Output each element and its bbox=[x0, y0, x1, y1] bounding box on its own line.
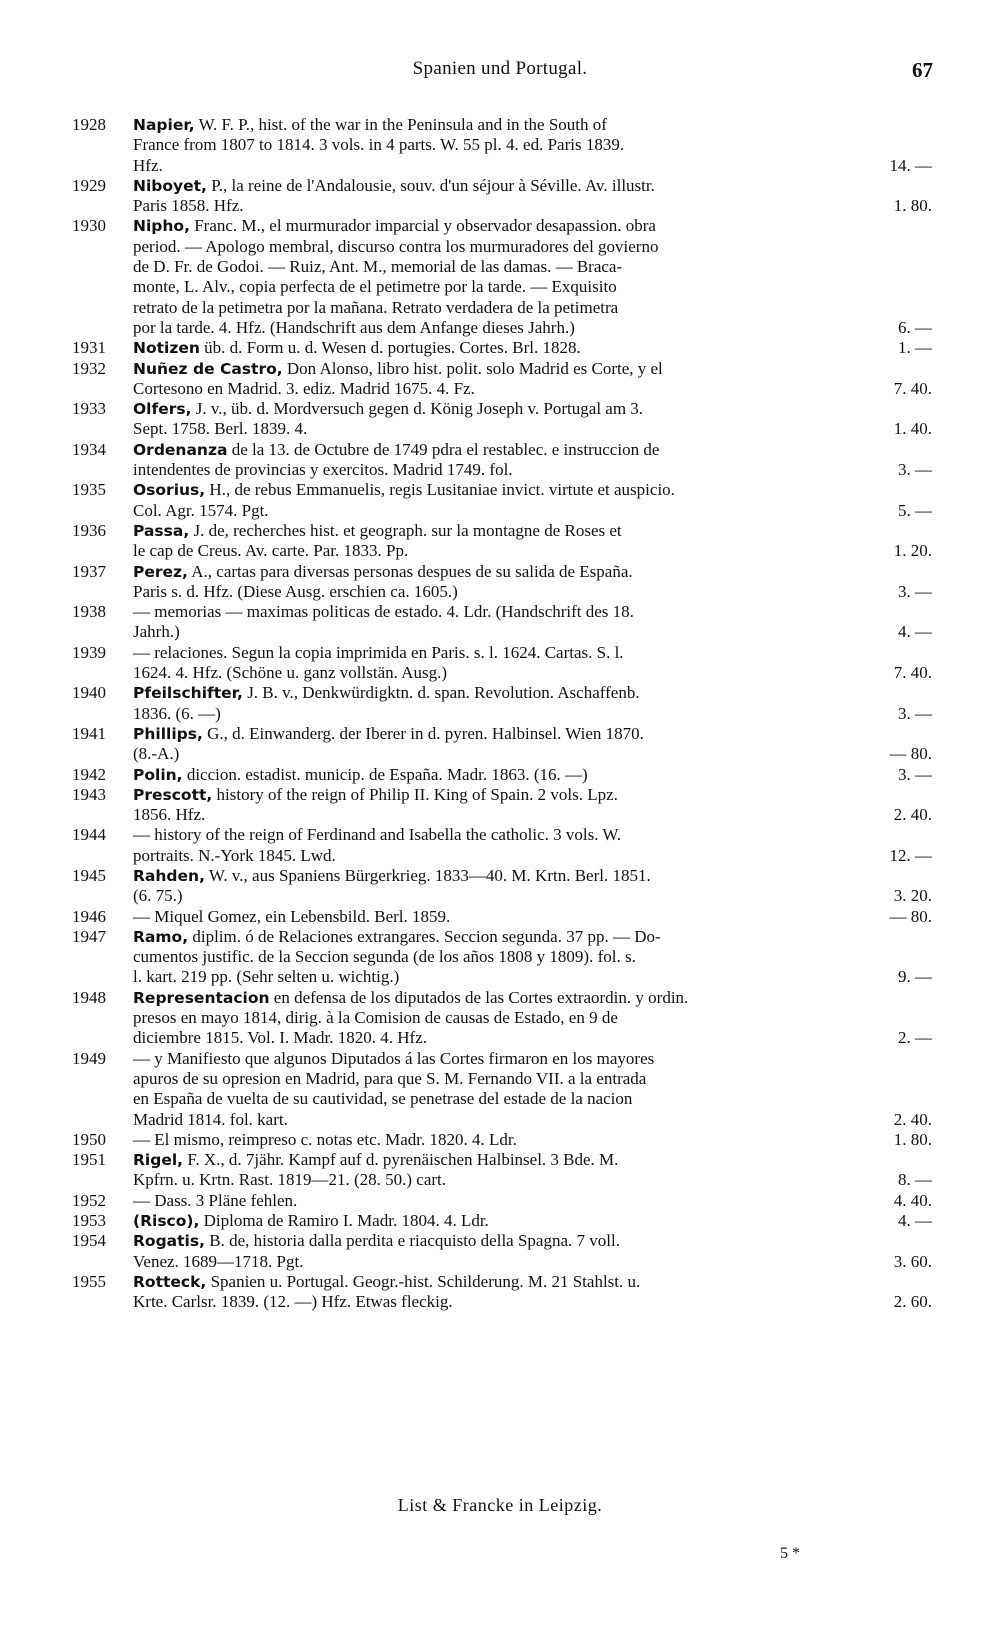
entry-line bbox=[133, 237, 932, 257]
entry-number: 1929 bbox=[72, 175, 106, 195]
entry-text: üb. d. Form u. d. Wesen d. portugies. Cortes. Brl. 1828. bbox=[204, 338, 581, 358]
entry-author: Napier, bbox=[133, 116, 195, 134]
entry-number: 1950 bbox=[72, 1129, 106, 1149]
entry-price: 4. — bbox=[898, 1211, 932, 1231]
entry-text: cumentos justific. de la Seccion segunda (de los años 1808 y 1809). fol. s. bbox=[133, 947, 636, 967]
entry-text: Madrid 1814. fol. kart. bbox=[133, 1109, 288, 1129]
entry-line bbox=[133, 216, 932, 236]
entry-number: 1939 bbox=[72, 642, 106, 662]
entry-price: 6. — bbox=[898, 317, 932, 337]
entry-line bbox=[133, 785, 932, 805]
entry-line bbox=[133, 643, 932, 663]
entry-line bbox=[133, 765, 932, 785]
catalog-entry bbox=[0, 521, 1000, 562]
entry-text: J. de, recherches hist. et geograph. sur la montagne de Roses et bbox=[193, 520, 622, 540]
catalog-entry bbox=[0, 480, 1000, 521]
entry-author: Rogatis, bbox=[133, 1232, 205, 1251]
entry-price: 14. — bbox=[889, 155, 932, 175]
entry-number: 1953 bbox=[72, 1211, 106, 1231]
entry-line bbox=[133, 460, 932, 480]
catalog-entry bbox=[0, 176, 1000, 217]
catalog-entry bbox=[0, 602, 1000, 643]
entry-text: 1624. 4. Hfz. (Schöne u. ganz vollstän. Ausg.) bbox=[133, 663, 447, 683]
entry-price: 12. — bbox=[889, 845, 932, 865]
entry-number: 1948 bbox=[72, 987, 106, 1007]
entry-number: 1936 bbox=[72, 520, 106, 540]
entry-text: B. de, historia dalla perdita e riacquisto della Spagna. 7 voll. bbox=[209, 1231, 620, 1251]
entry-line bbox=[133, 1170, 932, 1190]
entry-price: 4. 40. bbox=[893, 1190, 932, 1210]
entry-number: 1955 bbox=[72, 1271, 106, 1291]
entry-text: — history of the reign of Ferdinand and Isabella the catholic. 3 vols. W. bbox=[133, 825, 622, 845]
entry-text: diciembre 1815. Vol. I. Madr. 1820. 4. Hfz. bbox=[133, 1028, 427, 1048]
entry-line bbox=[133, 663, 932, 683]
entry-line bbox=[133, 1028, 932, 1048]
entry-text: 1836. (6. —) bbox=[133, 703, 221, 723]
entry-text: monte, L. Alv., copia perfecta de el petimetre por la tarde. — Exquisito bbox=[133, 277, 617, 297]
entry-author: Niboyet, bbox=[133, 176, 207, 195]
entry-number: 1941 bbox=[72, 723, 106, 743]
entry-line bbox=[133, 135, 932, 155]
entry-price: 5. — bbox=[898, 500, 932, 520]
entry-author: Passa, bbox=[133, 521, 190, 540]
entry-text: intendentes de provincias y exercitos. Madrid 1749. fol. bbox=[133, 460, 513, 480]
entry-line bbox=[133, 622, 932, 642]
catalog-entry bbox=[0, 1272, 1000, 1313]
entry-line bbox=[133, 967, 932, 987]
entry-text: le cap de Creus. Av. carte. Par. 1833. Pp. bbox=[133, 541, 409, 561]
entry-line bbox=[133, 521, 932, 541]
entry-text: portraits. N.-York 1845. Lwd. bbox=[133, 845, 336, 865]
entry-text: Col. Agr. 1574. Pgt. bbox=[133, 500, 269, 520]
entry-price: 3. — bbox=[898, 581, 932, 601]
entry-number: 1943 bbox=[72, 784, 106, 804]
entry-line bbox=[133, 1191, 932, 1211]
entry-text: diplim. ó de Relaciones extrangares. Seccion segunda. 37 pp. — Do- bbox=[192, 926, 661, 946]
entry-author: Olfers, bbox=[133, 400, 192, 419]
entry-text: F. X., d. 7jähr. Kampf auf d. pyrenäischen Halbinsel. 3 Bde. M. bbox=[187, 1150, 619, 1170]
catalog-entry bbox=[0, 216, 1000, 338]
entry-author: Notizen bbox=[133, 339, 200, 358]
entry-text: W. v., aus Spaniens Bürgerkrieg. 1833—40. M. Krtn. Berl. 1851. bbox=[208, 865, 651, 885]
entry-price: 1. 20. bbox=[893, 541, 932, 561]
entry-author: Perez, bbox=[133, 562, 188, 581]
catalog-entry bbox=[0, 338, 1000, 358]
entry-price: 2. 60. bbox=[893, 1292, 932, 1312]
entry-text: — relaciones. Segun la copia imprimida en Paris. s. l. 1624. Cartas. S. l. bbox=[133, 642, 624, 662]
entry-text: A., cartas para diversas personas despues de su salida de España. bbox=[191, 561, 633, 581]
entry-text: — memorias — maximas politicas de estado. 4. Ldr. (Handschrift des 18. bbox=[133, 602, 634, 622]
entry-price: 3. — bbox=[898, 703, 932, 723]
entry-text: period. — Apologo membral, discurso contra los murmuradores del govierno bbox=[133, 236, 659, 256]
entry-text: 1856. Hfz. bbox=[133, 805, 206, 825]
entry-line bbox=[133, 156, 932, 176]
entry-author: Rahden, bbox=[133, 866, 205, 885]
entry-author: Pfeilschifter, bbox=[133, 684, 243, 703]
entry-line bbox=[133, 683, 932, 703]
entry-line bbox=[133, 927, 932, 947]
entry-price: 3. — bbox=[898, 460, 932, 480]
entry-line bbox=[133, 1069, 932, 1089]
entry-number: 1940 bbox=[72, 683, 106, 703]
entry-text: P., la reine de l'Andalousie, souv. d'un séjour à Séville. Av. illustr. bbox=[211, 175, 655, 195]
entry-price: 4. — bbox=[898, 622, 932, 642]
entry-line bbox=[133, 399, 932, 419]
entry-price: 1. — bbox=[898, 338, 932, 358]
entry-text: France from 1807 to 1814. 3 vols. in 4 parts. W. 55 pl. 4. ed. Paris 1839. bbox=[133, 135, 625, 155]
entry-text: diccion. estadist. municip. de España. Madr. 1863. (16. —) bbox=[186, 764, 588, 784]
entry-line bbox=[133, 988, 932, 1008]
entry-price: 2. 40. bbox=[893, 1109, 932, 1129]
entry-text: Paris s. d. Hfz. (Diese Ausg. erschien ca. 1605.) bbox=[133, 581, 458, 601]
entry-text: de la 13. de Octubre de 1749 pdra el restablec. e instruccion de bbox=[231, 439, 660, 459]
entry-number: 1946 bbox=[72, 906, 106, 926]
entry-text: (6. 75.) bbox=[133, 886, 183, 906]
entry-number: 1937 bbox=[72, 561, 106, 581]
entry-number: 1931 bbox=[72, 338, 106, 358]
entry-text: por la tarde. 4. Hfz. (Handschrift aus dem Anfange dieses Jahrh.) bbox=[133, 317, 575, 337]
entry-line bbox=[133, 501, 932, 521]
entry-text: Jahrh.) bbox=[133, 622, 180, 642]
entry-line bbox=[133, 825, 932, 845]
entry-text: — El mismo, reimpreso c. notas etc. Madr. 1820. 4. Ldr. bbox=[133, 1129, 517, 1149]
entry-line bbox=[133, 724, 932, 744]
catalog-entry bbox=[0, 785, 1000, 826]
catalog-entry bbox=[0, 927, 1000, 988]
entry-text: — Dass. 3 Pläne fehlen. bbox=[133, 1190, 298, 1210]
entry-text: W. F. P., hist. of the war in the Peninsula and in the South of bbox=[198, 115, 607, 134]
entry-text: — Miquel Gomez, ein Lebensbild. Berl. 1859. bbox=[133, 906, 451, 926]
entry-line bbox=[133, 440, 932, 460]
entry-text: Franc. M., el murmurador imparcial y observador desapassion. obra bbox=[194, 216, 656, 236]
entry-text: history of the reign of Philip II. King of Spain. 2 vols. Lpz. bbox=[216, 784, 618, 804]
entry-line bbox=[133, 257, 932, 277]
catalog-entry bbox=[0, 765, 1000, 785]
catalog-entry bbox=[0, 825, 1000, 866]
catalog-entries bbox=[0, 115, 1000, 1313]
entry-text: — y Manifiesto que algunos Diputados á las Cortes firmaron en los mayores bbox=[133, 1048, 655, 1068]
catalog-entry bbox=[0, 907, 1000, 927]
catalog-entry bbox=[0, 988, 1000, 1049]
page-footer bbox=[0, 1495, 1000, 1575]
entry-author: Rigel, bbox=[133, 1151, 184, 1170]
entry-line bbox=[133, 582, 932, 602]
catalog-entry bbox=[0, 440, 1000, 481]
entry-author: Nuñez de Castro, bbox=[133, 359, 283, 378]
signature-mark: 5 * bbox=[780, 1545, 800, 1562]
entry-text: l. kart. 219 pp. (Sehr selten u. wichtig.) bbox=[133, 967, 400, 987]
page-number: 67 bbox=[912, 58, 933, 82]
entry-text: Krte. Carlsr. 1839. (12. —) Hfz. Etwas fleckig. bbox=[133, 1292, 453, 1312]
entry-price: 1. 80. bbox=[893, 196, 932, 216]
entry-number: 1945 bbox=[72, 865, 106, 885]
catalog-entry bbox=[0, 1231, 1000, 1272]
entry-line bbox=[133, 277, 932, 297]
entry-author: Phillips, bbox=[133, 724, 203, 743]
entry-line bbox=[133, 298, 932, 318]
entry-number: 1949 bbox=[72, 1048, 106, 1068]
catalog-entry bbox=[0, 866, 1000, 907]
catalog-entry bbox=[0, 1130, 1000, 1150]
catalog-entry bbox=[0, 1049, 1000, 1130]
entry-price: 9. — bbox=[898, 967, 932, 987]
entry-number: 1947 bbox=[72, 926, 106, 946]
entry-line bbox=[133, 846, 932, 866]
entry-author: Nipho, bbox=[133, 217, 190, 236]
entry-line bbox=[133, 602, 932, 622]
entry-line bbox=[133, 196, 932, 216]
catalog-entry bbox=[0, 399, 1000, 440]
entry-text: presos en mayo 1814, dirig. à la Comision de causas de Estado, en 9 de bbox=[133, 1008, 618, 1028]
entry-line bbox=[133, 338, 932, 358]
catalog-entry bbox=[0, 724, 1000, 765]
entry-line bbox=[133, 1211, 932, 1231]
entry-number: 1942 bbox=[72, 764, 106, 784]
entry-author: (Risco), bbox=[133, 1212, 200, 1231]
entry-line bbox=[133, 947, 932, 967]
entry-text: Kpfrn. u. Krtn. Rast. 1819—21. (28. 50.) cart. bbox=[133, 1170, 447, 1190]
entry-line bbox=[133, 379, 932, 399]
entry-text: retrato de la petimetra por la mañana. Retrato verdadera de la petimetra bbox=[133, 297, 619, 317]
publisher-imprint: List & Francke in Leipzig. bbox=[397, 1495, 603, 1515]
catalog-entry bbox=[0, 115, 1000, 176]
entry-text: Cortesono en Madrid. 3. ediz. Madrid 1675. 4. Fz. bbox=[133, 378, 475, 398]
entry-text: apuros de su opresion en Madrid, para que S. M. Fernando VII. a la entrada bbox=[133, 1068, 647, 1088]
entry-line bbox=[133, 562, 932, 582]
entry-text: J. B. v., Denkwürdigktn. d. span. Revolution. Aschaffenb. bbox=[247, 683, 640, 703]
entry-text: Hfz. bbox=[133, 155, 163, 175]
entry-line bbox=[133, 1008, 932, 1028]
entry-text: (8.-A.) bbox=[133, 744, 180, 764]
entry-line bbox=[133, 318, 932, 338]
catalog-entry bbox=[0, 1211, 1000, 1231]
entry-line bbox=[133, 359, 932, 379]
entry-text: J. v., üb. d. Mordversuch gegen d. König Joseph v. Portugal am 3. bbox=[195, 399, 644, 419]
entry-price: 8. — bbox=[898, 1170, 932, 1190]
entry-price: 1. 40. bbox=[893, 419, 932, 439]
entry-text: G., d. Einwanderg. der Iberer in d. pyren. Halbinsel. Wien 1870. bbox=[207, 723, 644, 743]
entry-number: 1951 bbox=[72, 1150, 106, 1170]
entry-author: Osorius, bbox=[133, 481, 206, 500]
entry-text: Spanien u. Portugal. Geogr.-hist. Schilderung. M. 21 Stahlst. u. bbox=[210, 1271, 641, 1291]
entry-author: Polin, bbox=[133, 765, 183, 784]
catalog-entry bbox=[0, 1191, 1000, 1211]
entry-text: Don Alonso, libro hist. polit. solo Madrid es Corte, y el bbox=[286, 358, 663, 378]
entry-price: — 80. bbox=[889, 906, 932, 926]
entry-line bbox=[133, 744, 932, 764]
entry-text: Sept. 1758. Berl. 1839. 4. bbox=[133, 419, 308, 439]
entry-author: Ordenanza bbox=[133, 440, 228, 459]
entry-line bbox=[133, 419, 932, 439]
entry-line bbox=[133, 1049, 932, 1069]
entry-line bbox=[133, 176, 932, 196]
catalog-entry bbox=[0, 683, 1000, 724]
entry-text: en España de vuelta de su cautividad, se penetrase del estade de la nacion bbox=[133, 1089, 633, 1109]
entry-number: 1944 bbox=[72, 825, 106, 845]
entry-line bbox=[133, 704, 932, 724]
entry-text: de D. Fr. de Godoi. — Ruiz, Ant. M., memorial de las damas. — Braca- bbox=[133, 257, 623, 277]
entry-line bbox=[133, 907, 932, 927]
entry-number: 1952 bbox=[72, 1190, 106, 1210]
entry-price: 7. 40. bbox=[893, 663, 932, 683]
entry-price: 3. 20. bbox=[893, 886, 932, 906]
entry-number: 1954 bbox=[72, 1231, 106, 1251]
entry-number: 1934 bbox=[72, 439, 106, 459]
entry-line bbox=[133, 1231, 932, 1251]
entry-line bbox=[133, 1150, 932, 1170]
entry-number: 1932 bbox=[72, 358, 106, 378]
entry-price: 2. 40. bbox=[893, 805, 932, 825]
entry-text: H., de rebus Emmanuelis, regis Lusitaniae invict. virtute et auspicio. bbox=[209, 480, 675, 500]
entry-line bbox=[133, 1089, 932, 1109]
entry-author: Prescott, bbox=[133, 785, 213, 804]
catalog-entry bbox=[0, 643, 1000, 684]
entry-line bbox=[133, 541, 932, 561]
catalog-entry bbox=[0, 1150, 1000, 1191]
entry-price: 3. — bbox=[898, 764, 932, 784]
entry-line bbox=[133, 1272, 932, 1292]
page-header bbox=[0, 58, 1000, 88]
entry-text: Diploma de Ramiro I. Madr. 1804. 4. Ldr. bbox=[203, 1211, 489, 1231]
entry-price: 2. — bbox=[898, 1028, 932, 1048]
catalog-entry bbox=[0, 359, 1000, 400]
entry-author: Ramo, bbox=[133, 927, 189, 946]
running-title: Spanien und Portugal. bbox=[412, 58, 588, 79]
entry-line bbox=[133, 1130, 932, 1150]
entry-author: Rotteck, bbox=[133, 1272, 207, 1291]
entry-author: Representacion bbox=[133, 988, 270, 1007]
entry-text: Paris 1858. Hfz. bbox=[133, 196, 244, 216]
entry-line bbox=[133, 1292, 932, 1312]
entry-text: en defensa de los diputados de las Cortes extraordin. y ordin. bbox=[273, 987, 689, 1007]
entry-number: 1928 bbox=[72, 115, 106, 134]
entry-price: — 80. bbox=[889, 744, 932, 764]
entry-line bbox=[133, 1110, 932, 1130]
entry-number: 1933 bbox=[72, 399, 106, 419]
entry-line bbox=[133, 805, 932, 825]
entry-price: 1. 80. bbox=[893, 1129, 932, 1149]
entry-text: Venez. 1689—1718. Pgt. bbox=[133, 1251, 304, 1271]
entry-number: 1935 bbox=[72, 480, 106, 500]
entry-line bbox=[133, 1252, 932, 1272]
entry-line bbox=[133, 115, 932, 135]
entry-line bbox=[133, 886, 932, 906]
entry-number: 1930 bbox=[72, 216, 106, 236]
entry-price: 3. 60. bbox=[893, 1251, 932, 1271]
catalog-entry bbox=[0, 562, 1000, 603]
entry-line bbox=[133, 866, 932, 886]
entry-line bbox=[133, 480, 932, 500]
entry-price: 7. 40. bbox=[893, 378, 932, 398]
entry-number: 1938 bbox=[72, 602, 106, 622]
